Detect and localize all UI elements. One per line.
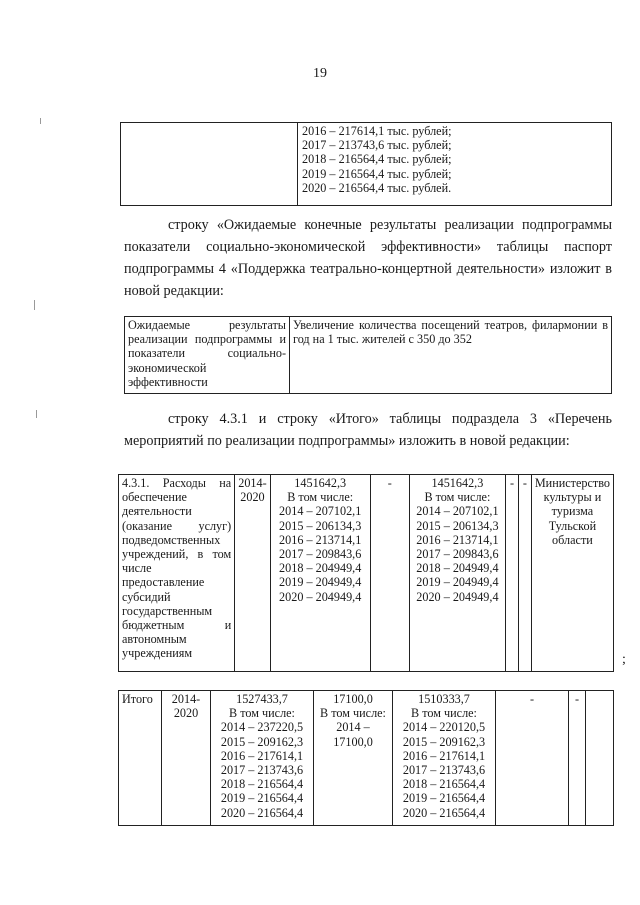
budget-line: 2018 – 216564,4 тыс. рублей; — [302, 152, 452, 167]
year-value: 2015 – 209162,3 — [220, 734, 304, 749]
total-row-federal-cell — [314, 691, 393, 826]
paragraph-results-change: строку «Ожидаемые конечные результаты реализации подпрограммы показатели социально-экономической эффективности» таблицы паспорт подпрограммы 4 «Поддержка театрально-концертной деятельности» изложит в новой редакции: — [124, 217, 612, 299]
year-value: 2016 – 213714,1 — [279, 532, 362, 547]
year-value: 2020 – 204949,4 — [416, 589, 499, 604]
row-431-region-total: 1451642,3 — [431, 476, 484, 490]
year-value: 2019 – 216564,4 — [220, 791, 304, 806]
year-value: 2017 – 213743,6 — [402, 763, 486, 778]
year-value: 2018 – 204949,4 — [279, 561, 362, 576]
results-value-cell: Увеличение количества посещений театров, филармонии в год на 1 тыс. жителей с 350 до 352 — [290, 317, 612, 394]
scan-mark — [40, 118, 41, 124]
row-431-federal: - — [370, 475, 409, 672]
top-budget-table — [120, 122, 612, 206]
total-row-region-cell — [393, 691, 496, 826]
year-value: 2016 – 217614,1 — [220, 748, 304, 763]
total-row-table — [118, 690, 614, 826]
year-value: 2016 – 213714,1 — [416, 532, 499, 547]
year-value: 2015 – 206134,3 — [416, 518, 499, 533]
total-row-in-that: В том числе: — [229, 706, 295, 721]
row-431-table — [118, 474, 614, 672]
top-table-empty-cell — [121, 123, 298, 206]
year-value: 2020 – 216564,4 — [402, 805, 486, 820]
top-table-values-cell — [298, 123, 612, 206]
total-row-total-cell — [211, 691, 314, 826]
total-row-region-in-that: В том числе: — [411, 706, 477, 721]
year-value: 2017 – 209843,6 — [279, 547, 362, 562]
year-value: 2019 – 204949,4 — [416, 575, 499, 590]
year-value: 2018 – 204949,4 — [416, 561, 499, 576]
total-row-name: Итого — [119, 691, 162, 826]
year-value: 2014 – 207102,1 — [416, 504, 499, 519]
results-table — [124, 316, 612, 394]
row-431-municipal: - — [506, 475, 519, 672]
row-431-total: 1451642,3 — [294, 476, 347, 490]
budget-line: 2020 – 216564,4 тыс. рублей. — [302, 180, 452, 195]
total-row-period: 2014-2020 — [162, 691, 211, 826]
year-value: 2020 – 216564,4 — [220, 805, 304, 820]
total-row-total: 1527433,7 — [236, 692, 288, 706]
year-value: 2019 – 204949,4 — [279, 575, 362, 590]
year-value: 2014 – — [336, 720, 370, 735]
row-431-name: 4.3.1. Расходы на обеспечение деятельности (оказание услуг) подведомственных учреждений, в том числе предоставление субсидий государственным бюджетным и автономным учреждениям — [119, 475, 235, 672]
total-row-other: - — [569, 691, 586, 826]
scan-mark — [36, 410, 37, 418]
year-value: 2014 – 237220,5 — [220, 720, 304, 735]
year-value: 2014 – 207102,1 — [279, 504, 362, 519]
total-row-fed-in-that: В том числе: — [320, 706, 386, 721]
year-value: 2015 – 206134,3 — [279, 518, 362, 533]
results-label-cell: Ожидаемые результаты реализации подпрограммы и показатели социально-экономической эффективности — [125, 317, 290, 394]
year-value: 17100,0 — [333, 734, 373, 749]
semicolon-mark: ; — [622, 652, 626, 667]
year-value: 2020 – 204949,4 — [279, 589, 362, 604]
year-value: 2018 – 216564,4 — [220, 777, 304, 792]
budget-line: 2016 – 217614,1 тыс. рублей; — [302, 124, 452, 138]
page-number: 19 — [313, 66, 327, 81]
total-row-region-total: 1510333,7 — [418, 692, 470, 706]
paragraph-rows-change: строку 4.3.1 и строку «Итого» таблицы подраздела 3 «Перечень мероприятий по реализации подпрограммы» изложить в новой редакции: — [124, 411, 612, 449]
row-431-executor: Министерство культуры и туризма Тульской области — [531, 475, 613, 672]
row-431-period: 2014-2020 — [235, 475, 270, 672]
year-value: 2015 – 209162,3 — [402, 734, 486, 749]
year-value: 2016 – 217614,1 — [402, 748, 486, 763]
total-row-municipal: - — [496, 691, 569, 826]
year-value: 2019 – 216564,4 — [402, 791, 486, 806]
budget-line: 2019 – 216564,4 тыс. рублей; — [302, 166, 452, 181]
row-431-region-in-that: В том числе: — [424, 490, 491, 505]
year-value: 2017 – 209843,6 — [416, 547, 499, 562]
total-row-fed-total: 17100,0 — [333, 692, 373, 706]
year-value: 2014 – 220120,5 — [402, 720, 486, 735]
year-value: 2017 – 213743,6 — [220, 763, 304, 778]
row-431-region-cell — [409, 475, 505, 672]
row-431-other: - — [518, 475, 531, 672]
scan-mark — [34, 300, 35, 310]
budget-line: 2017 – 213743,6 тыс. рублей; — [302, 138, 452, 153]
row-431-in-that: В том числе: — [287, 490, 354, 505]
row-431-total-cell — [270, 475, 370, 672]
year-value: 2018 – 216564,4 — [402, 777, 486, 792]
total-row-executor — [586, 691, 614, 826]
